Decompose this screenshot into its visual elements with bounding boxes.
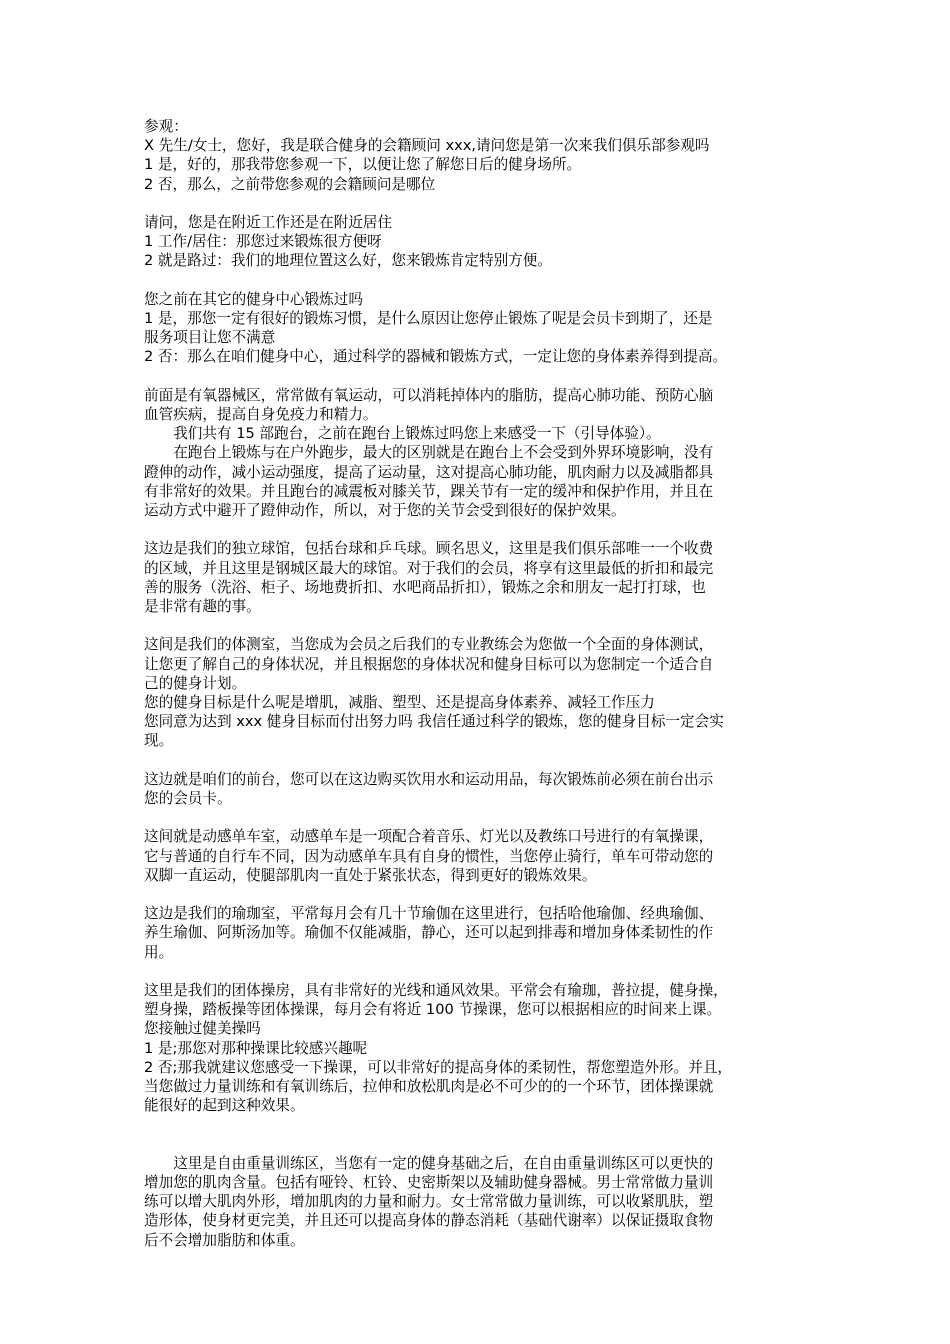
text-line: 运动方式中避开了蹬伸动作，所以，对于您的关节会受到很好的保护效果。 (144, 502, 626, 520)
section-location (144, 213, 816, 271)
section-free-weights (144, 1154, 816, 1250)
text-line: 在跑台上锻炼与在户外跑步，最大的区别就是在跑台上不会受到外界环境影响，没有 (144, 444, 714, 462)
text-line: 它与普通的自行车不同，因为动感单车具有自身的惯性，当您停止骑行，单车可带动您的 (144, 847, 714, 865)
text-line: 这边是我们的独立球馆，包括台球和乒乓球。顾名思义，这里是我们俱乐部唯一一个收费 (144, 540, 714, 558)
text-line: 能很好的起到这种效果。 (144, 1097, 305, 1115)
text-line: 现。 (144, 732, 174, 750)
section-ballroom (144, 539, 816, 616)
text-line: 己的健身计划。 (144, 674, 247, 692)
text-line: 塑身操，踏板操等团体操课，每月会有将近 100 节操课，您可以根据相应的时间来上课。 (144, 1001, 722, 1019)
text-line: 前面是有氧器械区，常常做有氧运动，可以消耗掉体内的脂肪，提高心肺功能、预防心脑 (144, 386, 714, 404)
text-line: 您的会员卡。 (144, 790, 232, 808)
text-line: 您之前在其它的健身中心锻炼过吗 (144, 290, 363, 308)
text-line: 这间是我们的体测室，当您成为会员之后我们的专业教练会为您做一个全面的身体测试， (144, 636, 714, 654)
text-line: X 先生/女士，您好，我是联合健身的会籍顾问 xxx,请问您是第一次来我们俱乐部参观吗 (144, 137, 710, 155)
text-line: 血管疾病，提高自身免疫力和精力。 (144, 406, 378, 423)
text-line: 有非常好的效果。并且跑台的减震板对膝关节，踝关节有一定的缓冲和保护作用，并且在 (144, 482, 714, 500)
text-line: 这里是我们的团体操房，具有非常好的光线和通风效果。平常会有瑜珈，普拉提，健身操， (144, 982, 728, 999)
section-testing (144, 635, 816, 750)
text-line: 养生瑜伽、阿斯汤加等。瑜伽不仅能减脂，静心，还可以起到排毒和增加身体柔韧性的作 (144, 924, 714, 942)
text-line: 2 否：那么在咱们健身中心，通过科学的器械和锻炼方式，一定让您的身体素养得到提高。 (144, 348, 728, 366)
text-line: 1 是，好的，那我带您参观一下，以便让您了解您日后的健身场所。 (144, 156, 582, 174)
text-line: 善的服务（洗浴、柜子、场地费折扣、水吧商品折扣），锻炼之余和朋友一起打打球，也 (144, 578, 706, 596)
text-line: 参观： (144, 118, 188, 135)
section-spinning (144, 827, 816, 885)
text-line: 2 就是路过：我们的地理位置这么好，您来锻炼肯定特别方便。 (144, 252, 552, 270)
text-line: 1 是，那您一定有很好的锻炼习惯，是什么原因让您停止锻炼了呢是会员卡到期了，还是 (144, 310, 713, 327)
text-line: 这边就是咱们的前台，您可以在这边购买饮用水和运动用品，每次锻炼前必须在前台出示 (144, 770, 714, 788)
text-line: 这间就是动感单车室，动感单车是一项配合着音乐、灯光以及教练口号进行的有氧操课， (144, 828, 714, 846)
text-line: 这里是自由重量训练区，当您有一定的健身基础之后，在自由重量训练区可以更快的 (144, 1154, 714, 1172)
section-cardio (144, 386, 816, 520)
text-line: 增加您的肌肉含量。包括有哑铃、杠铃、史密斯架以及辅助健身器械。男士常常做力量训 (144, 1174, 714, 1191)
section-group-class (144, 981, 816, 1115)
blank-line (144, 1135, 816, 1154)
text-line: 2 否，那么，之前带您参观的会籍顾问是哪位 (144, 175, 436, 193)
text-line: 练可以增大肌肉外形，增加肌肉的力量和耐力。女士常常做力量训练，可以收紧肌肤，塑 (144, 1193, 714, 1211)
text-line: 当您做过力量训练和有氧训练后，拉伸和放松肌肉是必不可少的的一个环节，团体操课就 (144, 1078, 714, 1096)
text-line: 服务项目让您不满意 (144, 329, 276, 347)
section-experience (144, 290, 816, 367)
text-line: 1 工作/居住：那您过来锻炼很方便呀 (144, 233, 382, 251)
text-line: 我们共有 15 部跑台，之前在跑台上锻炼过吗您上来感受一下（引导体验）。 (144, 425, 661, 443)
text-line: 您同意为达到 xxx 健身目标而付出努力吗 我信任通过科学的锻炼，您的健身目标一定会实 (144, 713, 724, 731)
section-visit (144, 117, 816, 194)
text-line: 蹬伸的动作，减小运动强度，提高了运动量，这对提高心肺功能，肌肉耐力以及减脂都具 (144, 463, 714, 481)
text-line: 这边是我们的瑜珈室，平常每月会有几十节瑜伽在这里进行，包括哈他瑜伽、经典瑜伽、 (144, 905, 714, 923)
text-line: 请问，您是在附近工作还是在附近居住 (144, 214, 393, 231)
text-line: 您的健身目标是什么呢是增肌，减脂、塑型、还是提高身体素养、减轻工作压力 (144, 694, 655, 712)
text-line: 用。 (144, 943, 174, 961)
section-yoga (144, 904, 816, 962)
text-line: 造形体，使身材更完美，并且还可以提高身体的静态消耗（基础代谢率）以保证摄取食物 (144, 1212, 714, 1230)
text-line: 是非常有趣的事。 (144, 598, 261, 616)
text-line: 您接触过健美操吗 (144, 1020, 261, 1038)
text-line: 双脚一直运动，使腿部肌肉一直处于紧张状态，得到更好的锻炼效果。 (144, 866, 597, 884)
text-line: 1 是;那您对那种操课比较感兴趣呢 (144, 1039, 368, 1057)
text-line: 让您更了解自己的身体状况，并且根据您的身体状况和健身目标可以为您制定一个适合自 (144, 655, 714, 673)
document-page (144, 117, 816, 1269)
text-line: 后不会增加脂肪和体重。 (144, 1231, 305, 1249)
text-line: 2 否;那我就建议您感受一下操课，可以非常好的提高身体的柔韧性，帮您塑造外形。并且， (144, 1058, 733, 1076)
text-line: 的区域，并且这里是钢城区最大的球馆。对于我们的会员，将享有这里最低的折扣和最完 (144, 559, 714, 577)
section-front-desk (144, 770, 816, 808)
